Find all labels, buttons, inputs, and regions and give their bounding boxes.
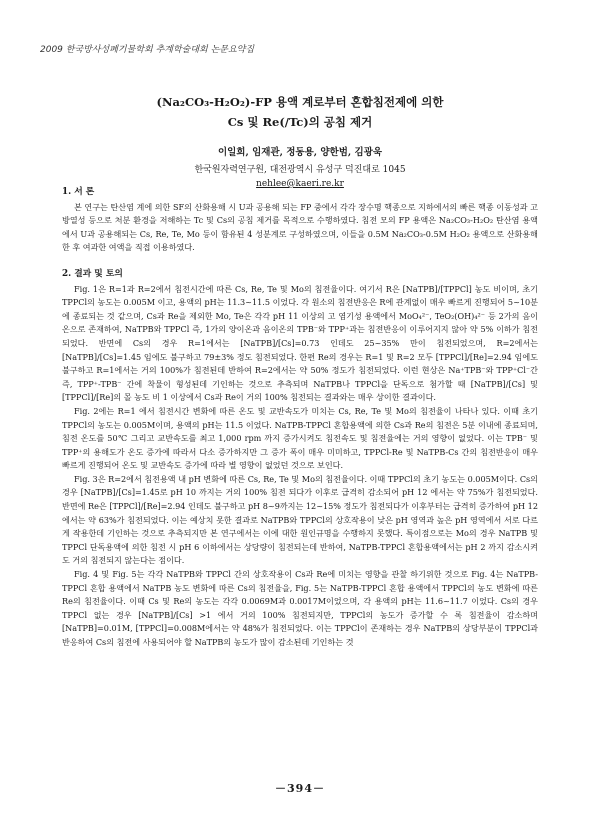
results-paragraph-4: Fig. 4 및 Fig. 5는 각각 NaTPB와 TPPCl 간의 상호작용이 Cs과 Re에 미치는 영향을 관찰 하기위한 것으로 Fig. 4는 NaTPB-TPPCl 혼합 용액에서 NaTPB 농도 변화에 따른 Cs의 침전율을, Fig. 5는 NaTPB-TPPCl 혼합 용액에서 TPPCl의 농도 변화에 따른 Re의 침전율이다. 이때 Cs 및 Re의 농도는 각각 0.0069M과 0.0017M이었으며, 각 용액의 pH는 11.6~11.7 이었다. Cs의 경우 TPPCl 없는 경우 [NaTPB]/[Cs] >1 에서 거의 100% 침전되지만, TPPCl의 농도가 증가할 수 록 침전율이 감소하며 [NaTPB]=0.01M, [TPPCl]=0.008M에서는 약 48%가 침전되었다. 이는 TPPCl이 존재하는 경우 NaTPB의 상당부분이 TPPCl과 반응하여 Cs의 침전에 사용되어야 할 NaTPB의 농도가 많이 감소된데 기인하는 것 [62, 569, 538, 647]
intro-paragraph: 본 연구는 탄산염 계에 의한 SF의 산화용해 시 U과 공용해 되는 FP 중에서 각각 장수명 핵종으로 지하에서의 빠른 핵종 이동성과 고방열성 등으로 처분 환경을 저해하는 Tc 및 Cs의 공침 제거를 목적으로 수행하였다. 침전 모의 FP 용액은 Na₂CO₃-H₂O₂ 탄산염 용액에서 U과 공용해되는 Cs, Re, Te, Mo 등이 함유된 4 성분계로 구성하였으며, 이들을 0.5M Na₂CO₃-0.5M H₂O₂ 용액으로 산화용해한 후 여과한 여액을 직접 이용하였다. [62, 201, 538, 253]
section-heading-results: 2. 결과 및 토의 [62, 268, 123, 279]
paper-title-line-1: (Na₂CO₃-H₂O₂)-FP 용액 계로부터 혼합침전제에 의한 [156, 95, 444, 109]
title-block [40, 92, 560, 189]
running-header: 2009 한국방사성폐기물학회 추계학술대회 논문요약집 [40, 45, 255, 55]
section-heading-intro: 1. 서 론 [62, 187, 95, 197]
results-paragraph-2: Fig. 2에는 R=1 에서 침전시간 변화에 따른 온도 및 교반속도가 미치는 Cs, Re, Te 및 Mo의 침전율이 나타나 있다. 이때 초기 TPPCl의 농도는 0.005M이며, 용액의 pH는 11.5 이었다. NaTPB-TPPCl 혼합용액에 의한 Cs과 Re의 침전은 5분 이내에 종료되며, 침전 온도를 50℃ 그리고 교반속도를 최고 1,000 rpm 까지 증가시켜도 침전속도 및 침전율에는 거의 영향이 없었다. 이는 TPB⁻ 및 TPP⁺의 용해도가 온도 증가에 따라서 다소 증가하지만 그 증가 폭이 매우 미미하고, TPPCl-Re 및 NaTPB-Cs 간의 침전반응이 매우 빠르게 진행되어 온도 및 교반속도 증가에 따라 별 영향이 없었던 것으로 보인다. [62, 405, 538, 471]
affiliation: 한국원자력연구원, 대전광역시 유성구 덕진대로 1045 [194, 165, 406, 175]
results-paragraph-1: Fig. 1은 R=1과 R=2에서 침전시간에 따른 Cs, Re, Te 및 Mo의 침전율이다. 여기서 R은 [NaTPB]/[TPPCl] 농도 비이며, 초기 TPPCl의 농도는 0.005M 이고, 용액의 pH는 11.3~11.5 이었다. 각 원소의 침전반응은 R에 관계없이 매우 빠르게 진행되어 5~10분에 종료되는 것 같으며, Cs과 Re을 제외한 Mo, Te은 각각 pH 11 이상의 고 염기성 용액에서 MoO₄²⁻, TeO₂(OH)₄²⁻ 등 2가의 음이온으로 존재하여, NaTPB와 TPPCl 즉, 1가의 양이온과 음이온의 TPB⁻와 TPP⁺과는 침전반응이 이루어지지 않아 약 5% 이하가 침전되었다. 반면에 Cs의 경우 R=1에서는 [NaTPB]/[Cs]=0.73 인데도 25~35% 만이 침전되었으며, R=2에서는 [NaTPB]/[Cs]=1.45 임에도 불구하고 79±3% 정도 침전되었다. 한편 Re의 경우는 R=1 및 R=2 모두 [TPPCl]/[Re]=2.94 임에도 불구하고 R=1에서는 거의 100%가 침전된데 반하여 R=2에서는 약 50% 정도가 침전되었다. 이런 현상은 Na⁺TPB⁻와 TPP⁺Cl⁻간 즉, TPP⁺-TPB⁻ 간에 착물이 형성된데 기인하는 것으로 추측되며 NaTPB나 TPPCl을 단독으로 첨가할 때 [NaTPB]/[Cs] 및 [TPPCl]/[Re]의 몰 농도 비 1 이상에서 Cs과 Re이 거의 100% 침전되는 결과와는 매우 상이한 결과이다. [62, 283, 538, 403]
paper-title-line-2: Cs 및 Re(/Tc)의 공침 제거 [227, 115, 373, 129]
author-email: nehlee@kaeri.re.kr [256, 179, 344, 189]
author-list: 이일희, 임재관, 정동용, 양한범, 김광욱 [217, 147, 383, 158]
paper-body [62, 186, 538, 650]
results-paragraph-3: Fig. 3은 R=2에서 침전용액 내 pH 변화에 따른 Cs, Re, Te 및 Mo의 침전율이다. 이때 TPPCl의 초기 농도는 0.005M이다. Cs의 경우 [NaTPB]/[Cs]=1.45로 pH 10 까지는 거의 100% 침전 되다가 이후로 급격히 감소되어 pH 12 에서는 약 75%가 침전되었다. 반면에 Re은 [TPPCl]/[Re]=2.94 인데도 불구하고 pH 8~9까지는 12~15% 정도가 침전되다가 이후부터는 급격히 증가하여 pH 12에서는 약 63%가 침전되었다. 이는 예상치 못한 결과로 NaTPB와 TPPCl의 상호작용이 낮은 pH 영역과 높은 pH 영역에서 서로 다르게 작용한데 기인하는 것으로 추측되지만 본 연구에서는 이에 대한 원인규명을 수행하지 못했다. 특이점으로는 Mo의 경우 NaTPB 및 TPPCl 단독용액에 의한 침전 시 pH 6 이하에서는 상당량이 침전되는데 반하여, NaTPB-TPPCl 혼합용액에서는 pH 2 까지 감소시켜도 거의 침전되지 않는다는 점이다. [62, 473, 538, 566]
page-number: －394－ [275, 782, 325, 795]
